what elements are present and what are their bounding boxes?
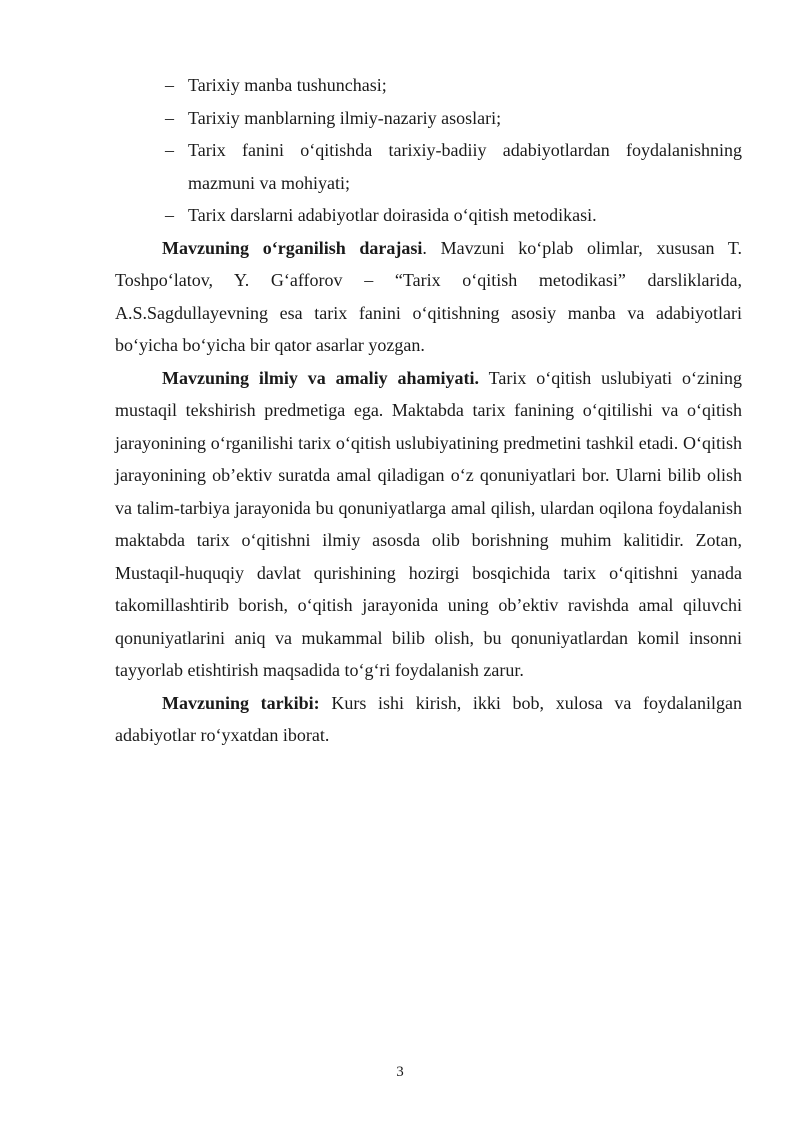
list-item-text: Tarix darslarni adabiyotlar doirasida o‘qitish metodikasi.: [188, 205, 597, 225]
dash-marker: –: [165, 107, 174, 128]
list-item: [115, 102, 742, 135]
dash-marker: –: [165, 140, 174, 160]
topic-list: [115, 69, 742, 232]
list-item: [115, 199, 742, 232]
structure-paragraph: [115, 687, 742, 752]
list-item: [115, 134, 742, 199]
paragraph-text: Kurs ishi kirish, ikki bob, xulosa va foydalanilgan adabiyotlar ro‘yxatdan iborat.: [115, 692, 742, 745]
list-item-text: Tarix fanini o‘qitishda tarixiy-badiiy adabiyotlardan foydalanishning mazmuni va mohiyati;: [188, 140, 742, 193]
paragraph-heading: Mavzuning ilmiy va amaliy ahamiyati.: [162, 367, 480, 388]
paragraph-heading: Mavzuning o‘rganilish darajasi: [162, 237, 423, 258]
dash-marker: –: [165, 75, 174, 95]
paragraph-text: . Mavzuni ko‘plab olimlar, xususan T. Toshpo‘latov, Y. G‘afforov – “Tarix o‘qitish metodikasi” darsliklarida, A.S.Sagdullayevning esa tarix fanini o‘qitishning asosiy manba va adabiyotlari bo‘yicha bo‘yicha bir qator asarlar yozgan.: [115, 237, 742, 355]
list-item: [115, 69, 742, 102]
significance-paragraph: [115, 362, 742, 687]
paragraph-heading: Mavzuning tarkibi:: [162, 692, 320, 713]
list-item-text: Tarixiy manba tushunchasi;: [188, 75, 387, 95]
dash-marker: –: [165, 205, 174, 225]
paragraph-text: Tarix o‘qitish uslubiyati o‘zining mustaqil tekshirish predmetiga ega. Maktabda tarix fanining o‘qitilishi va o‘qitish jarayonining o‘rganilishi tarix o‘qitish uslubiyatining predmetini tashkil etadi. O‘qitish jarayonining ob’ektiv suratda amal qiladigan o‘z qonuniyatlari bor. Ularni bilib olish va talim-tarbiya jarayonida bu qonuniyatlarga amal qilish, ulardan oqilona foydalanish maktabda tarix o‘qitishni ilmiy asosda olib borishning muhim kalitidir. Zotan, Mustaqil-huquqiy davlat qurishining hozirgi bosqichida tarix o‘qitishni yanada takomillashtirib borish, o‘qitish jarayonida uning ob’ektiv ravishda amal qiluvchi qonuniyatlarini aniq va mukammal bilib olish, bu qonuniyatlardan komil insonni tayyorlab etishtirish maqsadida to‘g‘ri foydalanish zarur.: [115, 367, 742, 680]
study-level-paragraph: [115, 232, 742, 362]
list-item-text: Tarixiy manblarning ilmiy-nazariy asoslari;: [188, 107, 502, 128]
page-number: 3: [396, 1064, 404, 1080]
